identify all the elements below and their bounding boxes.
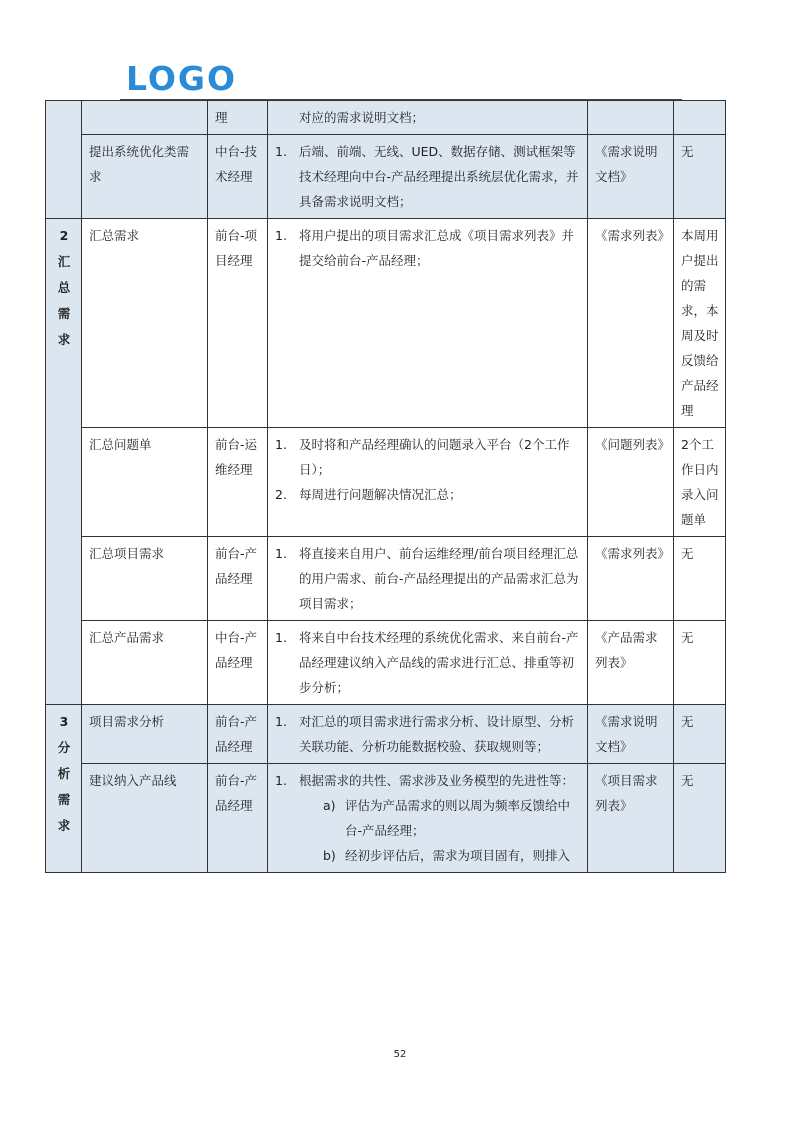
description-cell bbox=[268, 135, 588, 219]
table-row bbox=[46, 705, 726, 764]
step: 2. 每周进行问题解决情况汇总； bbox=[275, 487, 462, 502]
table-row bbox=[46, 135, 726, 219]
action-cell: 汇总项目需求 bbox=[82, 537, 208, 621]
output-cell: 《需求列表》 bbox=[588, 537, 674, 621]
stage-cell: 3分析需求 bbox=[46, 705, 82, 873]
output-cell: 《需求说明文档》 bbox=[588, 705, 674, 764]
time-cell: 无 bbox=[674, 135, 726, 219]
action-cell: 汇总问题单 bbox=[82, 428, 208, 537]
step: 1. 后端、前端、无线、UED、数据存储、测试框架等技术经理向中台-产品经理提出系统层优化需求，并具备需求说明文档； bbox=[275, 144, 579, 209]
output-cell: 《项目需求列表》 bbox=[588, 764, 674, 873]
time-cell: 无 bbox=[674, 764, 726, 873]
role-cell: 理 bbox=[208, 101, 268, 135]
table-row bbox=[46, 428, 726, 537]
time-cell: 本周用户提出的需求，本周及时反馈给产品经理 bbox=[674, 219, 726, 428]
role-cell: 前台-产品经理 bbox=[208, 705, 268, 764]
table-row bbox=[46, 101, 726, 135]
output-cell: 《需求说明文档》 bbox=[588, 135, 674, 219]
step: 1. 将来自中台技术经理的系统优化需求、来自前台-产品经理建议纳入产品线的需求进行汇总、排重等初步分析； bbox=[275, 630, 579, 695]
time-cell: 无 bbox=[674, 537, 726, 621]
table-row bbox=[46, 764, 726, 873]
step: 1. 将用户提出的项目需求汇总成《项目需求列表》并提交给前台-产品经理； bbox=[275, 228, 575, 268]
action-cell: 汇总产品需求 bbox=[82, 621, 208, 705]
sub-step: a) 评估为产品需求的则以周为频率反馈给中台-产品经理； bbox=[323, 798, 571, 838]
page-number: 52 bbox=[393, 1049, 407, 1060]
output-cell: 《产品需求列表》 bbox=[588, 621, 674, 705]
stage-cell: 2汇总需求 bbox=[46, 219, 82, 705]
step-text: 对应的需求说明文档； bbox=[299, 110, 425, 125]
description-cell bbox=[268, 705, 588, 764]
stage-cell bbox=[46, 101, 82, 219]
description-cell bbox=[268, 537, 588, 621]
time-cell bbox=[674, 101, 726, 135]
description-cell bbox=[268, 428, 588, 537]
action-cell: 汇总需求 bbox=[82, 219, 208, 428]
description-cell bbox=[268, 219, 588, 428]
output-cell bbox=[588, 101, 674, 135]
step: 1. 及时将和产品经理确认的问题录入平台（2个工作日）； bbox=[275, 437, 570, 477]
step: 1. 对汇总的项目需求进行需求分析、设计原型、分析关联功能、分析功能数据校验、获取规则等； bbox=[275, 714, 575, 754]
table-row bbox=[46, 537, 726, 621]
action-cell: 建议纳入产品线 bbox=[82, 764, 208, 873]
table-row bbox=[46, 621, 726, 705]
table-row bbox=[46, 219, 726, 428]
action-cell bbox=[82, 101, 208, 135]
requirements-table bbox=[45, 100, 726, 873]
description-cell bbox=[268, 101, 588, 135]
role-cell: 前台-产品经理 bbox=[208, 537, 268, 621]
time-cell: 无 bbox=[674, 705, 726, 764]
role-cell: 中台-技术经理 bbox=[208, 135, 268, 219]
role-cell: 前台-运维经理 bbox=[208, 428, 268, 537]
action-cell: 项目需求分析 bbox=[82, 705, 208, 764]
step: 1. 根据需求的共性、需求涉及业务模型的先进性等： bbox=[275, 773, 575, 788]
logo: LOGO bbox=[126, 59, 238, 98]
step: 1. 将直接来自用户、前台运维经理/前台项目经理汇总的用户需求、前台-产品经理提出的产品需求汇总为项目需求； bbox=[275, 546, 579, 611]
output-cell: 《需求列表》 bbox=[588, 219, 674, 428]
role-cell: 前台-项目经理 bbox=[208, 219, 268, 428]
role-cell: 中台-产品经理 bbox=[208, 621, 268, 705]
output-cell: 《问题列表》 bbox=[588, 428, 674, 537]
role-cell: 前台-产品经理 bbox=[208, 764, 268, 873]
action-cell: 提出系统优化类需求 bbox=[82, 135, 208, 219]
sub-step: b) 经初步评估后，需求为项目固有，则排入 bbox=[323, 848, 571, 863]
description-cell bbox=[268, 764, 588, 873]
time-cell: 无 bbox=[674, 621, 726, 705]
description-cell bbox=[268, 621, 588, 705]
time-cell: 2个工作日内录入问题单 bbox=[674, 428, 726, 537]
